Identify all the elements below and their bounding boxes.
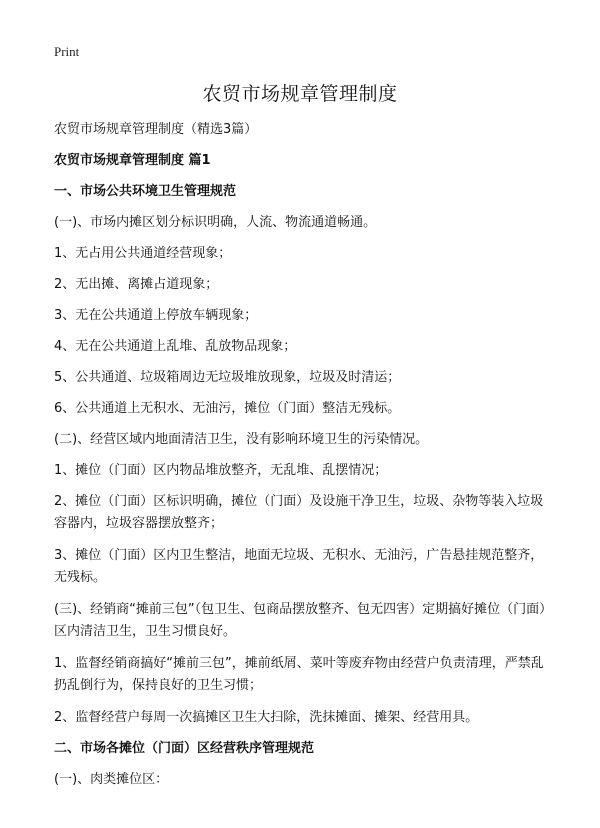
document-title: 农贸市场规章管理制度 (202, 83, 398, 105)
list-item: 3、无在公共通道上停放车辆现象； (54, 308, 258, 323)
subsection-heading: (二)、经营区域内地面清洁卫生，没有影响环境卫生的污染情况。 (54, 432, 429, 447)
section-heading: 二、市场各摊位（门面）区经营秩序管理规范 (54, 741, 315, 756)
list-item: 1、监督经销商搞好“摊前三包”，摊前纸屑、菜叶等废弃物由经营户负责清理，严禁乱扔乱倒行为，保持良好的卫生习惯； (54, 656, 544, 693)
document-subtitle: 农贸市场规章管理制度（精选3篇） (54, 122, 258, 137)
subsection-heading: (三)、经销商“摊前三包”（包卫生、包商品摆放整齐、包无四害）定期搞好摊位（门面）区内清洁卫生，卫生习惯良好。 (54, 602, 553, 639)
list-item: 3、摊位（门面）区内卫生整洁，地面无垃圾、无积水、无油污，广告悬挂规范整齐，无残标。 (54, 548, 544, 585)
list-item: 1、摊位（门面）区内物品堆放整齐，无乱堆、乱摆情况； (54, 463, 388, 478)
list-item: 6、公共通道上无积水、无油污，摊位（门面）整洁无残标。 (54, 401, 401, 416)
list-item: 2、监督经营户每周一次搞摊区卫生大扫除，洗抹摊面、摊架、经营用具。 (54, 710, 479, 725)
article-heading: 农贸市场规章管理制度 篇1 (54, 153, 211, 168)
section-heading: 一、市场公共环境卫生管理规范 (54, 184, 237, 199)
list-item: 2、摊位（门面）区标识明确，摊位（门面）及设施干净卫生，垃圾、杂物等装入垃圾容器内，垃圾容器摆放整齐； (54, 494, 544, 531)
document-body (54, 119, 554, 800)
list-item: 5、公共通道、垃圾箱周边无垃圾堆放现象，垃圾及时清运； (54, 370, 401, 385)
list-item: 4、无在公共通道上乱堆、乱放物品现象； (54, 339, 297, 354)
subsection-heading: (一)、市场内摊区划分标识明确，人流、物流通道畅通。 (54, 215, 377, 230)
list-item: 2、无出摊、离摊占道现象； (54, 277, 219, 292)
list-item: 1、无占用公共通道经营现象； (54, 246, 232, 261)
print-label: Print (54, 44, 80, 59)
subsection-heading: (一)、肉类摊位区： (54, 772, 169, 787)
